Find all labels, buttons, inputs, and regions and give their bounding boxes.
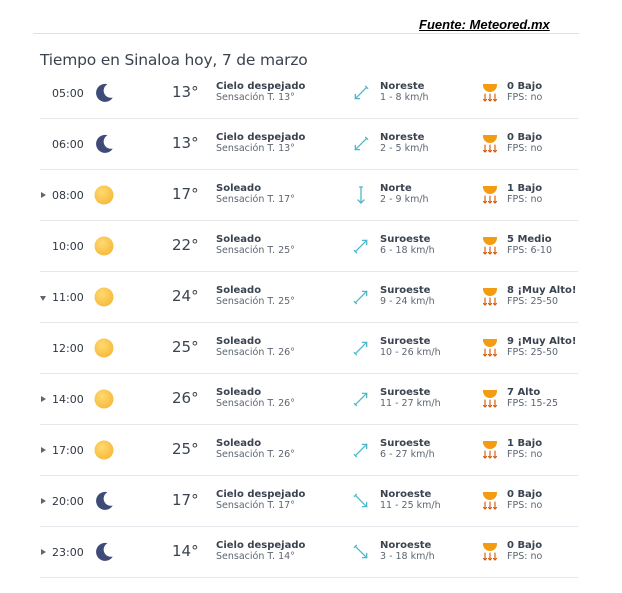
source-credit[interactable]: Fuente: Meteored.mx xyxy=(419,17,550,32)
wind-direction: Noroeste xyxy=(380,489,432,500)
wind-speed: 6 - 18 km/h xyxy=(380,245,435,256)
wind-info xyxy=(380,336,441,358)
sun-protection-factor: FPS: 6-10 xyxy=(507,245,553,256)
feels-like: Sensación T. 17° xyxy=(216,194,295,205)
expand-caret-icon[interactable] xyxy=(41,192,46,198)
wind-speed: 6 - 27 km/h xyxy=(380,449,435,460)
uv-info xyxy=(507,540,542,562)
forecast-time: 14:00 xyxy=(52,393,84,406)
sky-description xyxy=(216,438,295,460)
forecast-row xyxy=(40,221,578,272)
wind-arrow-icon xyxy=(350,286,372,308)
feels-like: Sensación T. 14° xyxy=(216,551,295,562)
forecast-time: 08:00 xyxy=(52,189,84,202)
wind-direction: Noreste xyxy=(380,81,425,92)
temperature: 25° xyxy=(172,338,199,356)
sky-condition: Soleado xyxy=(216,183,262,194)
wind-speed: 10 - 26 km/h xyxy=(380,347,441,358)
sun-icon xyxy=(93,388,115,410)
uv-info xyxy=(507,183,542,205)
wind-info xyxy=(380,285,435,307)
uv-sun-icon xyxy=(481,336,499,360)
sun-icon xyxy=(93,235,115,257)
expand-caret-icon[interactable] xyxy=(41,396,46,402)
forecast-row[interactable] xyxy=(40,527,578,578)
feels-like: Sensación T. 13° xyxy=(216,143,295,154)
moon-icon xyxy=(93,82,115,104)
wind-direction: Suroeste xyxy=(380,387,431,398)
sky-description xyxy=(216,132,305,154)
sky-condition: Soleado xyxy=(216,234,262,245)
uv-info xyxy=(507,285,576,307)
feels-like: Sensación T. 26° xyxy=(216,347,295,358)
uv-sun-icon xyxy=(481,132,499,156)
sky-condition: Soleado xyxy=(216,336,262,347)
uv-index: 5 Medio xyxy=(507,234,552,245)
wind-direction: Suroeste xyxy=(380,336,431,347)
uv-sun-icon xyxy=(481,540,499,564)
sky-description xyxy=(216,285,295,307)
feels-like: Sensación T. 25° xyxy=(216,245,295,256)
wind-arrow-icon xyxy=(350,439,372,461)
wind-speed: 1 - 8 km/h xyxy=(380,92,429,103)
expand-caret-icon[interactable] xyxy=(41,498,46,504)
forecast-list xyxy=(40,68,578,578)
wind-speed: 11 - 27 km/h xyxy=(380,398,441,409)
sun-icon xyxy=(93,184,115,206)
forecast-row[interactable] xyxy=(40,272,578,323)
sky-description xyxy=(216,81,305,103)
wind-arrow-icon xyxy=(350,388,372,410)
uv-sun-icon xyxy=(481,489,499,513)
forecast-row xyxy=(40,119,578,170)
sun-protection-factor: FPS: 25-50 xyxy=(507,347,559,358)
uv-index: 0 Bajo xyxy=(507,132,543,143)
feels-like: Sensación T. 26° xyxy=(216,398,295,409)
uv-index: 7 Alto xyxy=(507,387,541,398)
feels-like: Sensación T. 25° xyxy=(216,296,295,307)
wind-arrow-icon xyxy=(350,541,372,563)
uv-info xyxy=(507,438,542,460)
sky-description xyxy=(216,183,295,205)
sky-description xyxy=(216,387,295,409)
sky-condition: Cielo despejado xyxy=(216,132,306,143)
forecast-row[interactable] xyxy=(40,170,578,221)
expand-caret-icon[interactable] xyxy=(41,447,46,453)
feels-like: Sensación T. 17° xyxy=(216,500,295,511)
wind-speed: 11 - 25 km/h xyxy=(380,500,441,511)
forecast-row[interactable] xyxy=(40,476,578,527)
wind-direction: Suroeste xyxy=(380,438,431,449)
forecast-time: 10:00 xyxy=(52,240,84,253)
forecast-row[interactable] xyxy=(40,425,578,476)
uv-index: 8 ¡Muy Alto! xyxy=(507,285,577,296)
temperature: 22° xyxy=(172,236,199,254)
moon-icon xyxy=(93,541,115,563)
temperature: 24° xyxy=(172,287,199,305)
sun-protection-factor: FPS: no xyxy=(507,92,543,103)
wind-info xyxy=(380,132,429,154)
moon-icon xyxy=(93,490,115,512)
forecast-time: 12:00 xyxy=(52,342,84,355)
wind-speed: 9 - 24 km/h xyxy=(380,296,435,307)
sky-description xyxy=(216,540,305,562)
uv-sun-icon xyxy=(481,387,499,411)
sun-protection-factor: FPS: no xyxy=(507,194,543,205)
wind-speed: 2 - 5 km/h xyxy=(380,143,429,154)
wind-arrow-icon xyxy=(350,184,372,206)
wind-info xyxy=(380,387,441,409)
temperature: 13° xyxy=(172,134,199,152)
wind-direction: Suroeste xyxy=(380,285,431,296)
sun-icon xyxy=(93,337,115,359)
forecast-time: 06:00 xyxy=(52,138,84,151)
forecast-time: 23:00 xyxy=(52,546,84,559)
sky-condition: Soleado xyxy=(216,387,262,398)
sky-description xyxy=(216,336,295,358)
uv-info xyxy=(507,387,558,409)
sun-protection-factor: FPS: no xyxy=(507,551,543,562)
uv-index: 1 Bajo xyxy=(507,438,543,449)
uv-index: 1 Bajo xyxy=(507,183,543,194)
sky-condition: Cielo despejado xyxy=(216,81,306,92)
uv-info xyxy=(507,81,542,103)
sun-protection-factor: FPS: no xyxy=(507,449,543,460)
uv-sun-icon xyxy=(481,183,499,207)
uv-sun-icon xyxy=(481,438,499,462)
uv-sun-icon xyxy=(481,285,499,309)
wind-arrow-icon xyxy=(350,235,372,257)
wind-direction: Noreste xyxy=(380,132,425,143)
temperature: 14° xyxy=(172,542,199,560)
temperature: 17° xyxy=(172,491,199,509)
expand-caret-icon[interactable] xyxy=(41,549,46,555)
forecast-time: 11:00 xyxy=(52,291,84,304)
temperature: 13° xyxy=(172,83,199,101)
uv-index: 0 Bajo xyxy=(507,489,543,500)
sun-protection-factor: FPS: no xyxy=(507,500,543,511)
uv-sun-icon xyxy=(481,234,499,258)
moon-icon xyxy=(93,133,115,155)
wind-info xyxy=(380,540,435,562)
uv-info xyxy=(507,234,552,256)
sky-description xyxy=(216,489,305,511)
sun-protection-factor: FPS: 15-25 xyxy=(507,398,559,409)
sky-condition: Cielo despejado xyxy=(216,489,306,500)
uv-info xyxy=(507,132,542,154)
forecast-row[interactable] xyxy=(40,374,578,425)
sky-description xyxy=(216,234,295,256)
temperature: 26° xyxy=(172,389,199,407)
wind-info xyxy=(380,438,435,460)
wind-arrow-icon xyxy=(350,82,372,104)
sky-condition: Cielo despejado xyxy=(216,540,306,551)
wind-arrow-icon xyxy=(350,490,372,512)
temperature: 25° xyxy=(172,440,199,458)
sun-protection-factor: FPS: no xyxy=(507,143,543,154)
feels-like: Sensación T. 26° xyxy=(216,449,295,460)
page-title: Tiempo en Sinaloa hoy, 7 de marzo xyxy=(40,51,308,69)
sky-condition: Soleado xyxy=(216,438,262,449)
wind-info xyxy=(380,81,429,103)
sun-icon xyxy=(93,286,115,308)
forecast-time: 20:00 xyxy=(52,495,84,508)
wind-arrow-icon xyxy=(350,337,372,359)
hourly-forecast-panel xyxy=(33,33,579,589)
wind-info xyxy=(380,183,429,205)
sky-condition: Soleado xyxy=(216,285,262,296)
uv-index: 9 ¡Muy Alto! xyxy=(507,336,577,347)
wind-speed: 2 - 9 km/h xyxy=(380,194,429,205)
forecast-time: 17:00 xyxy=(52,444,84,457)
uv-info xyxy=(507,489,542,511)
feels-like: Sensación T. 13° xyxy=(216,92,295,103)
uv-index: 0 Bajo xyxy=(507,540,543,551)
wind-speed: 3 - 18 km/h xyxy=(380,551,435,562)
wind-info xyxy=(380,489,441,511)
uv-index: 0 Bajo xyxy=(507,81,543,92)
forecast-row xyxy=(40,323,578,374)
wind-direction: Suroeste xyxy=(380,234,431,245)
uv-sun-icon xyxy=(481,81,499,105)
temperature: 17° xyxy=(172,185,199,203)
collapse-caret-icon[interactable] xyxy=(40,296,46,301)
forecast-time: 05:00 xyxy=(52,87,84,100)
wind-direction: Norte xyxy=(380,183,412,194)
sun-protection-factor: FPS: 25-50 xyxy=(507,296,559,307)
uv-info xyxy=(507,336,576,358)
forecast-row xyxy=(40,68,578,119)
wind-direction: Noroeste xyxy=(380,540,432,551)
wind-arrow-icon xyxy=(350,133,372,155)
sun-icon xyxy=(93,439,115,461)
wind-info xyxy=(380,234,435,256)
